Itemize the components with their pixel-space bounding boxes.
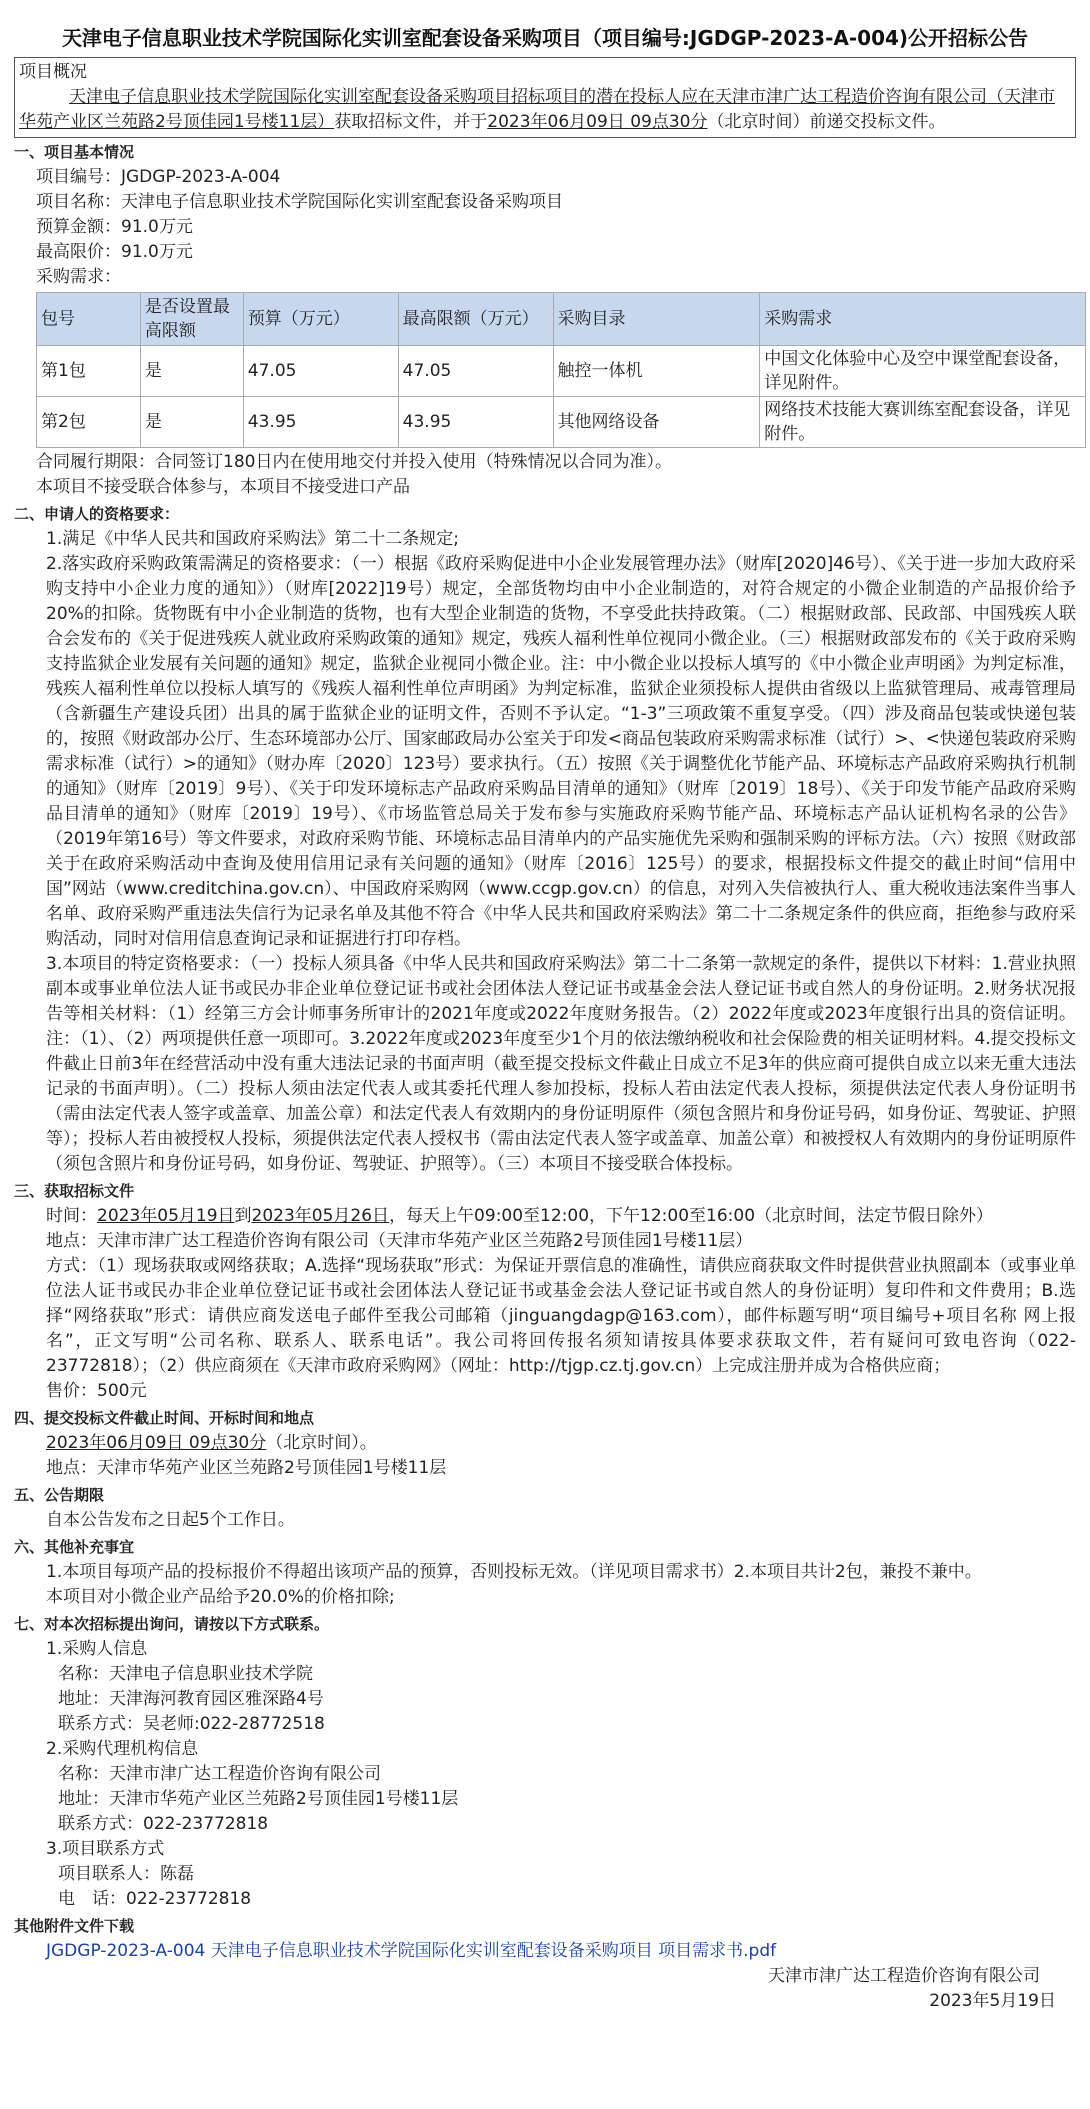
cell-requirement: 网络技术技能大赛训练室配套设备，详见附件。: [760, 397, 1086, 448]
section-1-heading: 一、项目基本情况: [14, 143, 135, 161]
supplement-2: 本项目对小微企业产品给予20.0%的价格扣除;: [46, 1587, 395, 1607]
acquire-time: [14, 1204, 1076, 1229]
overview-place: 天津电子信息职业技术学院国际化实训室配套设备采购项目招标项目的潜在投标人应在天津市津广达工程造价咨询有限公司（天津市华苑产业区兰苑路2号顶佳园1号楼11层）: [19, 87, 1055, 132]
max-price: 最高限价：91.0万元: [36, 242, 193, 262]
project-name: 项目名称：天津电子信息职业技术学院国际化实训室配套设备采购项目: [36, 192, 563, 212]
table-row: [37, 346, 1086, 397]
acquire-place: 地点：天津市津广达工程造价咨询有限公司（天津市华苑产业区兰苑路2号顶佳园1号楼11层）: [46, 1231, 753, 1251]
cell-catalog: 触控一体机: [553, 346, 760, 397]
budget-amount: 预算金额：91.0万元: [36, 217, 193, 237]
qualification-1: 1.满足《中华人民共和国政府采购法》第二十二条规定;: [46, 529, 459, 549]
col-header-limit-set: 是否设置最高限额: [140, 293, 243, 346]
qualification-3: 3.本项目的特定资格要求：（一）投标人须具备《中华人民共和国政府采购法》第二十二条第一款规定的条件，提供以下材料：1.营业执照副本或事业单位法人证书或民办非企业单位登记证书或社会团体法人登记证书或基金会法人登记证书或自然人的身份证明。2.财务状况报告等相关材料：（1）经第三方会计师事务所审计的2021年度或2022年度财务报告。（2）2022年度或2023年度银行出具的资信证明。注：（1）、（2）两项提供任意一项即可。3.2022年度或2023年度至少1个月的依法缴纳税收和社会保险费的相关证明材料。4.提交投标文件截止日前3年在经营活动中没有重大违法记录的书面声明（截至提交投标文件截止日成立不足3年的供应商可提供自成立以来无重大违法记录的书面声明）。（二）投标人须由法定代表人或其委托代理人参加投标，投标人若由法定代表人投标，须提供法定代表人身份证明书（需由法定代表人签字或盖章、加盖公章）和法定代表人有效期内的身份证明原件（须包含照片和身份证号码，如身份证、驾驶证、护照等）；投标人若由被授权人投标，须提供法定代表人授权书（需由法定代表人签字或盖章、加盖公章）和被授权人有效期内的身份证明原件（须包含照片和身份证号码，如身份证、驾驶证、护照等）。（三）本项目不接受联合体投标。: [46, 954, 1076, 1174]
acquire-method: 方式：（1）现场获取或网络获取；A.选择“现场获取”形式：为保证开票信息的准确性，请供应商获取文件时提供营业执照副本（或事业单位法人证书或民办非企业单位登记证书或社会团体法人登记证书或基金会法人登记证书或自然人的身份证明）复印件和文件费用；B.选择“网络获取”形式：请供应商发送电子邮件至我公司邮箱（jinguangdagp@163.com），邮件标题写明“项目编号+项目名称 网上报名”，正文写明“公司名称、联系人、联系电话”。我公司将回传报名须知请按具体要求获取文件，若有疑问可致电咨询（022-23772818）；（2）供应商须在《天津市政府采购网》（网址：http://tjgp.cz.tj.gov.cn）上完成注册并成为合格供应商；: [46, 1256, 1076, 1376]
project-contact-title: 3.项目联系方式: [46, 1839, 165, 1859]
cell-catalog: 其他网络设备: [553, 397, 760, 448]
project-number: 项目编号：JGDGP-2023-A-004: [36, 167, 281, 187]
col-header-max-limit: 最高限额（万元）: [398, 293, 553, 346]
section-6-heading: 六、其他补充事宜: [14, 1538, 135, 1556]
buyer-address: 地址：天津海河教育园区雅深路4号: [58, 1689, 324, 1709]
col-header-budget: 预算（万元）: [243, 293, 398, 346]
table-row: [37, 397, 1086, 448]
overview-text: 获取招标文件，并于: [334, 112, 488, 132]
signature-date: 2023年5月19日: [929, 1991, 1056, 2011]
acquire-end-date: 2023年05月26日: [251, 1206, 390, 1226]
attachment-link[interactable]: JGDGP-2023-A-004 天津电子信息职业技术学院国际化实训室配套设备采购项目 项目需求书.pdf: [46, 1941, 777, 1961]
notice-period: 自本公告发布之日起5个工作日。: [46, 1510, 295, 1530]
submission-deadline: [14, 1431, 1076, 1456]
deadline-timezone: （北京时间）。: [266, 1433, 377, 1453]
section-2-heading: 二、申请人的资格要求：: [14, 505, 180, 523]
overview-label: 项目概况: [19, 62, 87, 82]
section-7-heading: 七、对本次招标提出询问，请按以下方式联系。: [14, 1615, 330, 1633]
cell-budget: 43.95: [243, 397, 398, 448]
section-3-heading: 三、获取招标文件: [14, 1182, 135, 1200]
cell-max-limit: 47.05: [398, 346, 553, 397]
agent-name: 名称：天津市津广达工程造价咨询有限公司: [58, 1764, 381, 1784]
cell-limit-set: 是: [140, 397, 243, 448]
acquire-start-date: 2023年05月19日: [97, 1206, 235, 1226]
col-header-catalog: 采购目录: [553, 293, 760, 346]
cell-max-limit: 43.95: [398, 397, 553, 448]
acquire-to: 到: [234, 1206, 252, 1226]
requirement-label: 采购需求：: [36, 267, 121, 287]
overview-deadline: 2023年06月09日 09点30分: [487, 112, 708, 132]
overview-box: [14, 57, 1076, 138]
acquire-hours: ，每天上午09:00至12:00，下午12:00至16:00（北京时间，法定节假日除外）: [389, 1206, 994, 1226]
attachment-item: [14, 1939, 1076, 1964]
section-5-heading: 五、公告期限: [14, 1486, 105, 1504]
cell-budget: 47.05: [243, 346, 398, 397]
signature-org: 天津市津广达工程造价咨询有限公司: [768, 1966, 1040, 1986]
deadline-date: 2023年06月09日 09点30分: [46, 1433, 267, 1453]
overview-text-end: （北京时间）前递交投标文件。: [707, 112, 946, 132]
overview-body: [19, 85, 1069, 135]
consortium-note: 本项目不接受联合体参与，本项目不接受进口产品: [36, 477, 410, 497]
package-table: [36, 292, 1086, 448]
cell-package: 第1包: [37, 346, 141, 397]
col-header-package: 包号: [37, 293, 141, 346]
buyer-title: 1.采购人信息: [46, 1639, 148, 1659]
attachments-heading: 其他附件文件下载: [14, 1917, 135, 1935]
project-contact-person: 项目联系人：陈磊: [58, 1864, 194, 1884]
project-contact-phone: 电 话：022-23772818: [58, 1889, 252, 1909]
acquire-time-label: 时间：: [46, 1206, 97, 1226]
buyer-contact: 联系方式：吴老师:022-28772518: [58, 1714, 325, 1734]
col-header-requirement: 采购需求: [760, 293, 1086, 346]
section-4-heading: 四、提交投标文件截止时间、开标时间和地点: [14, 1409, 315, 1427]
table-header-row: [37, 293, 1086, 346]
cell-requirement: 中国文化体验中心及空中课堂配套设备，详见附件。: [760, 346, 1086, 397]
page-title: 天津电子信息职业技术学院国际化实训室配套设备采购项目（项目编号:JGDGP-2023-A-004)公开招标公告: [61, 26, 1029, 50]
opening-place: 地点：天津市华苑产业区兰苑路2号顶佳园1号楼11层: [46, 1458, 447, 1478]
document-price: 售价：500元: [46, 1381, 147, 1401]
supplement-1: 1.本项目每项产品的投标报价不得超出该项产品的预算，否则投标无效。（详见项目需求书）2.本项目共计2包，兼投不兼中。: [46, 1562, 982, 1582]
qualification-2: 2.落实政府采购政策需满足的资格要求：（一）根据《政府采购促进中小企业发展管理办法》（财库[2020]46号）、《关于进一步加大政府采购支持中小企业力度的通知》）（财库[2022]19号）规定，全部货物均由中小企业制造的，对符合规定的小微企业制造的产品报价给予20%的扣除。货物既有中小企业制造的货物，也有大型企业制造的货物，不享受此扶持政策。（二）根据财政部、民政部、中国残疾人联合会发布的《关于促进残疾人就业政府采购政策的通知》规定，残疾人福利性单位视同小微企业。（三）根据财政部发布的《关于政府采购支持监狱企业发展有关问题的通知》规定，监狱企业视同小微企业。注：中小微企业以投标人填写的《中小微企业声明函》为判定标准，残疾人福利性单位以投标人填写的《残疾人福利性单位声明函》为判定标准，监狱企业须投标人提供由省级以上监狱管理局、戒毒管理局（含新疆生产建设兵团）出具的属于监狱企业的证明文件，否则不予认定。“1-3”三项政策不重复享受。（四）涉及商品包装或快递包装的，按照《财政部办公厅、生态环境部办公厅、国家邮政局办公室关于印发<商品包装政府采购需求标准（试行）>、<快递包装政府采购需求标准（试行）>的通知》（财办库〔2020〕123号）要求执行。（五）按照《关于调整优化节能产品、环境标志产品政府采购执行机制的通知》（财库〔2019〕9号）、《关于印发环境标志产品政府采购品目清单的通知》（财库〔2019〕18号）、《关于印发节能产品政府采购品目清单的通知》（财库〔2019〕19号）、《市场监管总局关于发布参与实施政府采购节能产品、环境标志产品认证机构名录的公告》（2019年第16号）等文件要求，对政府采购节能、环境标志品目清单内的产品实施优先采购和强制采购的评标方法。（六）按照《财政部关于在政府采购活动中查询及使用信用记录有关问题的通知》（财库〔2016〕125号）的要求，根据投标文件提交的截止时间“信用中国”网站（www.creditchina.gov.cn）、中国政府采购网（www.ccgp.gov.cn）的信息，对列入失信被执行人、重大税收违法案件当事人名单、政府采购严重违法失信行为记录名单及其他不符合《中华人民共和国政府采购法》第二十二条规定条件的供应商，拒绝参与政府采购活动，同时对信用信息查询记录和证据进行打印存档。: [46, 554, 1076, 949]
buyer-name: 名称：天津电子信息职业技术学院: [58, 1664, 313, 1684]
contract-period: 合同履行期限：合同签订180日内在使用地交付并投入使用（特殊情况以合同为准）。: [36, 452, 672, 472]
agent-address: 地址：天津市华苑产业区兰苑路2号顶佳园1号楼11层: [58, 1789, 459, 1809]
cell-package: 第2包: [37, 397, 141, 448]
agent-contact: 联系方式：022-23772818: [58, 1814, 269, 1834]
agent-title: 2.采购代理机构信息: [46, 1739, 199, 1759]
cell-limit-set: 是: [140, 346, 243, 397]
